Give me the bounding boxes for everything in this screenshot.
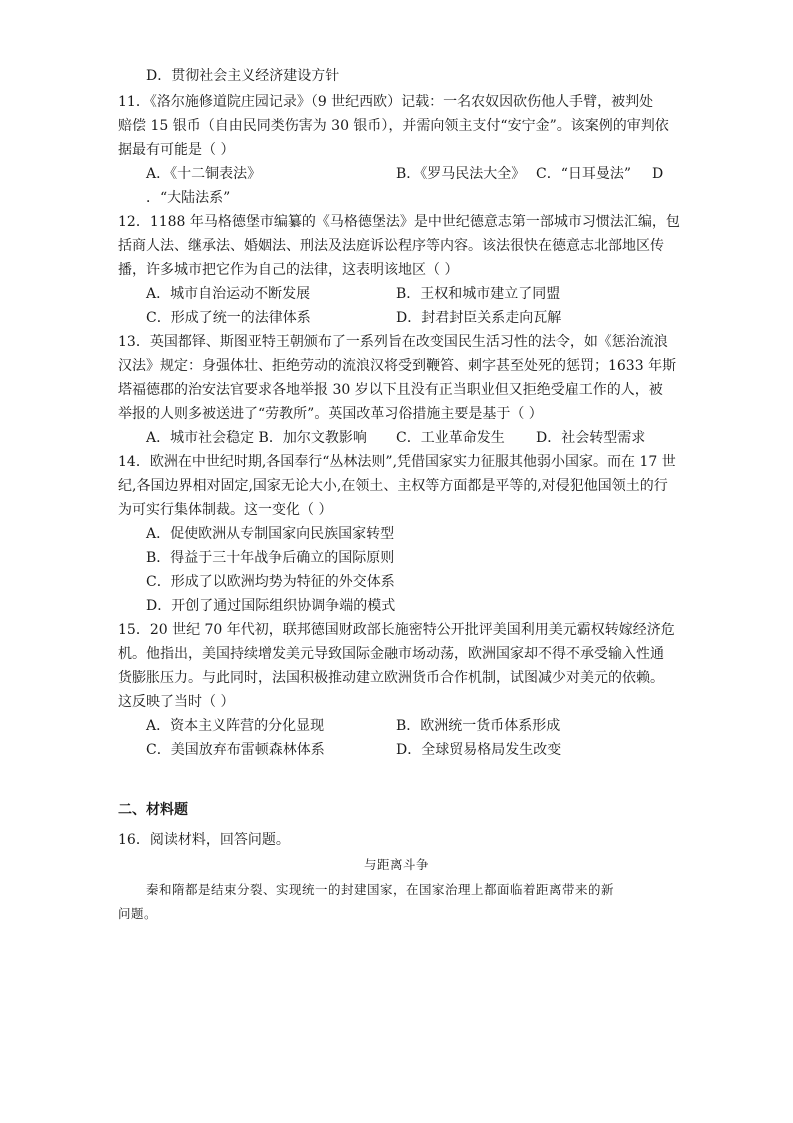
section-heading: 二、材料题: [118, 802, 188, 818]
q12-option-a: A．城市自治运动不断发展: [146, 286, 311, 302]
q15-stem-line-3: 货膨胀压力。与此同时，法国积极推动建立欧洲货币合作机制，试图减少对美元的依赖。: [118, 670, 664, 686]
material-line-1: 秦和隋都是结束分裂、实现统一的封建国家，在国家治理上都面临着距离带来的新: [146, 882, 615, 897]
q11-option-c: C．“日耳曼法”: [536, 166, 632, 182]
q12-stem-line-2: 括商人法、继承法、婚姻法、刑法及法庭诉讼程序等内容。该法很快在德意志北部地区传: [118, 238, 664, 254]
q14-stem-line-2: 纪,各国边界相对固定,国家无论大小,在领土、主权等方面都是平等的,对侵犯他国领土的行: [118, 478, 668, 494]
q16-intro: 16．阅读材料，回答问题。: [118, 832, 290, 848]
q15-option-c: C．美国放弃布雷顿森林体系: [146, 742, 325, 758]
q15-option-a: A．资本主义阵营的分化显现: [146, 718, 325, 734]
q12-stem-line-1: 12．1188 年马格德堡市编纂的《马格德堡法》是中世纪德意志第一部城市习惯法汇编，包: [118, 214, 680, 230]
material-title: 与距离斗争: [363, 857, 429, 872]
q14-option-c: C．形成了以欧洲均势为特征的外交体系: [146, 574, 395, 590]
q14-stem-line-3: 为可实行集体制裁。这一变化（ ）: [118, 502, 333, 518]
q11-option-b: B．《罗马民法大全》: [396, 166, 526, 182]
q11-stem-line-2: 赔偿 15 银币（自由民同类伤害为 30 银币），并需向领主支付“安宁金”。该案例的审判依: [118, 118, 669, 134]
q15-option-d: D．全球贸易格局发生改变: [396, 742, 562, 758]
q15-option-b: B．欧洲统一货币体系形成: [396, 718, 561, 734]
q13-stem-line-2: 汉法》规定：身强体壮、拒绝劳动的流浪汉将受到鞭笞、刺字甚至处死的惩罚；1633 年斯: [118, 358, 677, 374]
q15-stem-line-4: 这反映了当时（ ）: [118, 694, 235, 710]
q12-stem-line-3: 播，许多城市把它作为自己的法律，这表明该地区（ ）: [118, 262, 459, 278]
q13-stem-line-3: 塔福德郡的治安法官要求各地举报 30 岁以下且没有正当职业但又拒绝受雇工作的人，被: [118, 382, 663, 398]
q14-option-b: B．得益于三十年战争后确立的国际原则: [146, 550, 395, 566]
q13-stem-line-4: 举报的人则多被送进了“劳教所”。英国改革习俗措施主要是基于（ ）: [118, 406, 543, 422]
q10-option-d: D．贯彻社会主义经济建设方针: [146, 68, 340, 84]
q12-option-b: B．王权和城市建立了同盟: [396, 286, 561, 302]
q14-option-a: A．促使欧洲从专制国家向民族国家转型: [146, 526, 395, 542]
q13-option-d: D．社会转型需求: [536, 430, 646, 446]
q13-option-c: C．工业革命发生: [396, 430, 505, 446]
q14-stem-line-1: 14．欧洲在中世纪时期,各国奉行“丛林法则”,凭借国家实力征服其他弱小国家。而在 17 世: [118, 454, 676, 470]
q11-option-a: A．《十二铜表法》: [146, 166, 262, 182]
q13-option-ab: A．城市社会稳定 B．加尔文教影响: [146, 430, 367, 446]
q13-stem-line-1: 13．英国都铎、斯图亚特王朝颁布了一系列旨在改变国民生活习性的法令，如《惩治流浪: [118, 334, 668, 350]
q11-option-d: ．“大陆法系”: [146, 190, 231, 206]
material-line-2: 问题。: [118, 906, 158, 921]
q14-option-d: D．开创了通过国际组织协调争端的模式: [146, 598, 396, 614]
q11-stem-line-3: 据最有可能是（ ）: [118, 142, 235, 158]
q11-stem-line-1: 11．《洛尔施修道院庄园记录》（9 世纪西欧）记载：一名农奴因砍伤他人手臂，被判处: [118, 94, 654, 110]
q15-stem-line-2: 机。他指出，美国持续增发美元导致国际金融市场动荡，欧洲国家却不得不承受输入性通: [118, 646, 664, 662]
q12-option-d: D．封君封臣关系走向瓦解: [396, 310, 562, 326]
q15-stem-line-1: 15．20 世纪 70 年代初，联邦德国财政部长施密特公开批评美国利用美元霸权转嫁经济危: [118, 622, 675, 638]
q11-option-d-label: D: [652, 166, 664, 182]
q12-option-c: C．形成了统一的法律体系: [146, 310, 311, 326]
